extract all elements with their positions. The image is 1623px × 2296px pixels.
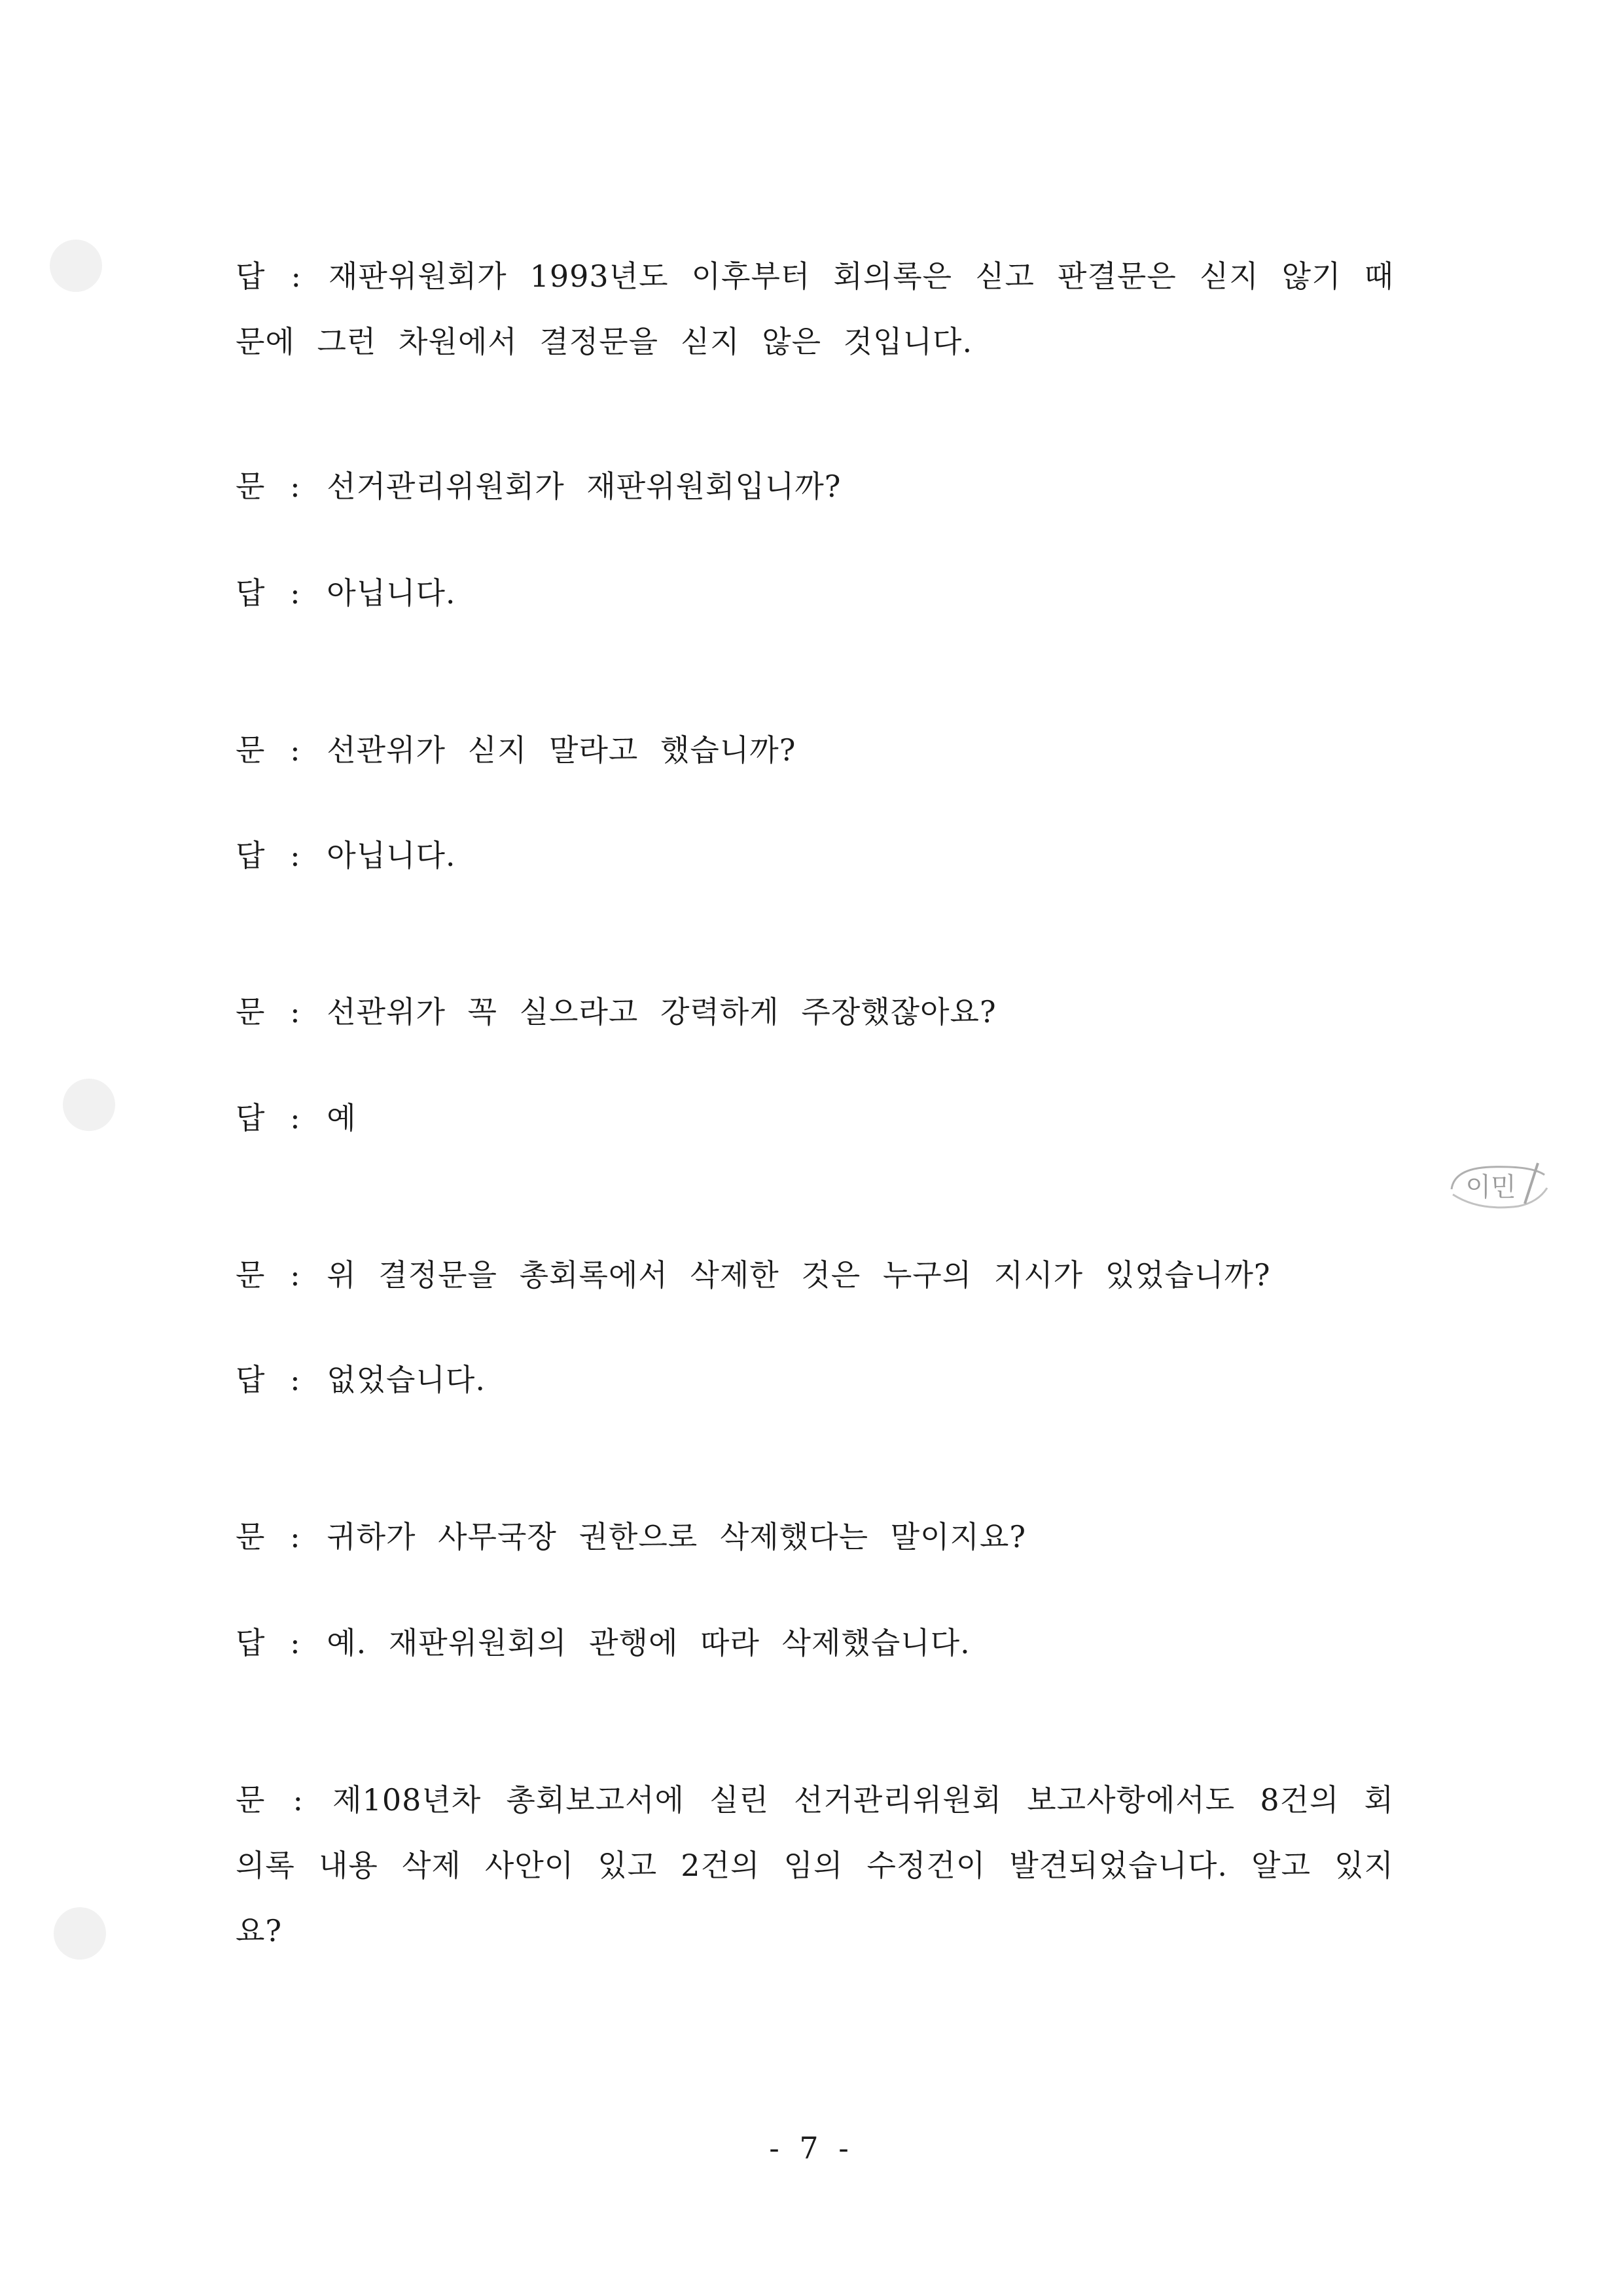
separator: :	[290, 1100, 301, 1136]
speaker-label: 답	[236, 259, 266, 294]
answer-paragraph	[236, 1610, 1394, 1676]
speaker-label: 문	[236, 1257, 266, 1293]
separator: :	[290, 1362, 301, 1397]
separator: :	[293, 1782, 304, 1818]
paragraph-text: 제108년차 총회보고서에 실린 선거관리위원회 보고사항에서도 8건의 회의록 내용 삭제 사안이 있고 2건의 임의 수정건이 발견되었습니다. 알고 있지요?	[236, 1782, 1395, 1948]
speaker-label: 문	[236, 732, 266, 768]
answer-paragraph	[236, 243, 1394, 374]
paragraph-text: 재판위원회가 1993년도 이후부터 회의록은 싣고 판결문은 싣지 않기 때문에 그런 차원에서 결정문을 싣지 않은 것입니다.	[236, 259, 1395, 359]
punch-hole-top	[50, 240, 102, 292]
paragraph-text: 위 결정문을 총회록에서 삭제한 것은 누구의 지시가 있었습니까?	[327, 1257, 1271, 1293]
question-paragraph	[236, 717, 1394, 783]
speaker-label: 답	[236, 838, 266, 873]
seal-stamp	[1440, 1149, 1558, 1221]
separator: :	[290, 732, 301, 768]
seal-text: 이민	[1465, 1172, 1516, 1202]
speaker-label: 답	[236, 1100, 266, 1136]
speaker-label: 문	[236, 1782, 266, 1818]
paragraph-text: 없었습니다.	[327, 1362, 486, 1397]
paragraph-text: 아닙니다.	[327, 575, 456, 611]
paragraph-text: 귀하가 사무국장 권한으로 삭제했다는 말이지요?	[327, 1519, 1027, 1554]
question-paragraph	[236, 1767, 1394, 1964]
separator: :	[290, 838, 301, 873]
paragraph-text: 예. 재판위원회의 관행에 따라 삭제했습니다.	[327, 1625, 971, 1660]
separator: :	[291, 259, 302, 294]
separator: :	[290, 994, 301, 1030]
speaker-label: 답	[236, 575, 266, 611]
paragraph-text: 선거관리위원회가 재판위원회입니까?	[327, 469, 842, 504]
punch-hole-bottom	[54, 1907, 106, 1960]
answer-paragraph	[236, 1347, 1394, 1412]
separator: :	[290, 1519, 301, 1554]
answer-paragraph	[236, 1085, 1394, 1151]
speaker-label: 답	[236, 1625, 266, 1660]
question-paragraph	[236, 979, 1394, 1045]
question-paragraph	[236, 454, 1394, 519]
paragraph-text: 아닙니다.	[327, 838, 456, 873]
paragraph-text: 예	[327, 1100, 357, 1136]
separator: :	[290, 1625, 301, 1660]
separator: :	[290, 575, 301, 611]
separator: :	[290, 1257, 301, 1293]
speaker-label: 답	[236, 1362, 266, 1397]
speaker-label: 문	[236, 1519, 266, 1554]
speaker-label: 문	[236, 469, 266, 504]
paragraph-text: 선관위가 꼭 실으라고 강력하게 주장했잖아요?	[327, 994, 997, 1030]
question-paragraph	[236, 1504, 1394, 1570]
question-paragraph	[236, 1242, 1394, 1308]
answer-paragraph	[236, 560, 1394, 626]
paragraph-text: 선관위가 싣지 말라고 했습니까?	[327, 732, 796, 768]
answer-paragraph	[236, 823, 1394, 888]
separator: :	[290, 469, 301, 504]
punch-hole-middle	[63, 1079, 115, 1131]
speaker-label: 문	[236, 994, 266, 1030]
page-number: - 7 -	[769, 2130, 854, 2166]
